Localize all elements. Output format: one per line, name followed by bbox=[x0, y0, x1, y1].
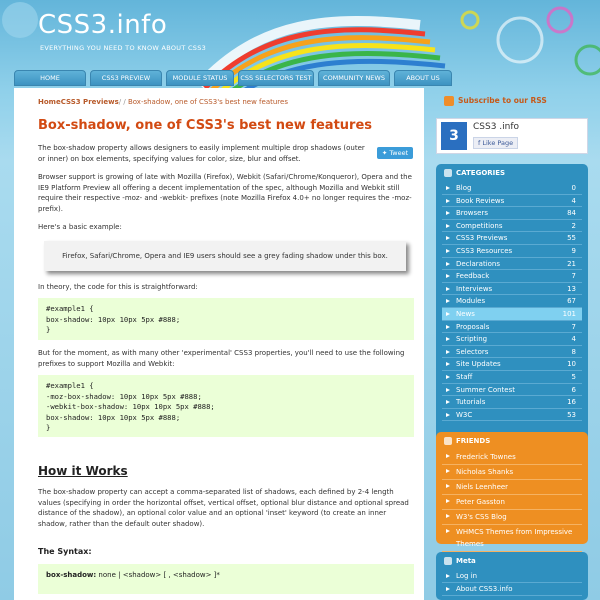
nav-home[interactable]: HOME bbox=[14, 70, 86, 86]
item-label: Browsers bbox=[456, 209, 489, 218]
rss-icon bbox=[444, 96, 454, 106]
item-count: 4 bbox=[571, 196, 576, 205]
article-title: Box-shadow, one of CSS3's best new features bbox=[38, 118, 373, 133]
breadcrumb-section[interactable]: CSS3 Previews bbox=[60, 98, 119, 106]
section-heading-how-it-works: How it Works bbox=[38, 464, 128, 478]
category-item[interactable] bbox=[442, 321, 582, 334]
item-label: Declarations bbox=[456, 259, 501, 268]
main-content bbox=[14, 88, 424, 600]
syntax-block bbox=[38, 564, 414, 594]
facebook-widget bbox=[436, 118, 588, 154]
item-label: CSS3 Previews bbox=[456, 234, 508, 243]
arrow-right-icon bbox=[446, 469, 450, 473]
breadcrumb-separator: / bbox=[123, 98, 126, 106]
syntax-property: box-shadow: bbox=[46, 571, 97, 579]
category-item[interactable] bbox=[442, 346, 582, 359]
item-label: Staff bbox=[456, 372, 473, 381]
arrow-right-icon bbox=[446, 199, 450, 203]
code-block-1: #example1 { box-shadow: 10px 10px 5px #888; } bbox=[38, 298, 414, 340]
friends-box bbox=[436, 432, 588, 548]
arrow-right-icon bbox=[446, 350, 450, 354]
meta-item[interactable] bbox=[442, 570, 582, 583]
item-count: 5 bbox=[571, 372, 576, 381]
arrow-right-icon bbox=[446, 337, 450, 341]
category-item[interactable] bbox=[442, 232, 582, 245]
category-item[interactable] bbox=[442, 245, 582, 258]
friend-item[interactable] bbox=[442, 495, 582, 510]
category-item[interactable] bbox=[442, 371, 582, 384]
twitter-bird-icon: ✦ bbox=[381, 149, 388, 157]
people-icon bbox=[444, 437, 452, 445]
item-count: 16 bbox=[567, 398, 576, 407]
how-it-works-paragraph: The box-shadow property can accept a comma-separated list of shadows, each defined by 2-4 length values (specifying in order the horizontal offset, vertical offset, optional blur distance and optional spread distance of the shadow), an optional color value and an optional 'inset' keyword (to create an inner shadow, rather than the default outer shadow). bbox=[38, 488, 409, 528]
nav-css3-preview[interactable]: CSS3 PREVIEW bbox=[90, 70, 162, 86]
friends-title: FRIENDS bbox=[456, 437, 491, 445]
arrow-right-icon bbox=[446, 499, 450, 503]
item-label: Blog bbox=[456, 184, 472, 192]
category-item[interactable] bbox=[442, 409, 582, 422]
breadcrumb bbox=[38, 98, 288, 106]
prefixes-paragraph: But for the moment, as with many other 'experimental' CSS3 properties, you'll need to use the following prefixes to support Mozilla and Webkit: bbox=[38, 349, 405, 368]
categories-title: CATEGORIES bbox=[456, 169, 506, 177]
breadcrumb-home[interactable]: Home bbox=[38, 98, 61, 106]
arrow-right-icon bbox=[446, 362, 450, 366]
site-tagline: EVERYTHING YOU NEED TO KNOW ABOUT CSS3 bbox=[40, 44, 207, 52]
arrow-right-icon bbox=[446, 211, 450, 215]
item-count: 84 bbox=[567, 209, 576, 218]
code-block-2: #example1 { -moz-box-shadow: 10px 10px 5px #888; -webkit-box-shadow: 10px 10px 5px #888; box-shadow: 10px 10px 5px #888; } bbox=[38, 375, 414, 437]
friend-item[interactable] bbox=[442, 510, 582, 525]
item-label: Tutorials bbox=[456, 398, 486, 407]
arrow-right-icon bbox=[446, 312, 450, 316]
arrow-right-icon bbox=[446, 262, 450, 266]
item-count: 7 bbox=[571, 322, 576, 331]
nav-about-us[interactable]: ABOUT US bbox=[394, 70, 452, 86]
item-label: Interviews bbox=[456, 284, 493, 293]
categories-header bbox=[436, 164, 588, 182]
item-label: WHMCS Themes from Impressive Themes bbox=[456, 528, 573, 548]
sidebar bbox=[432, 88, 592, 600]
category-item[interactable] bbox=[442, 207, 582, 220]
arrow-right-icon bbox=[446, 325, 450, 329]
item-count: 10 bbox=[567, 360, 576, 369]
facebook-like-button[interactable] bbox=[473, 137, 518, 149]
arrow-right-icon bbox=[446, 413, 450, 417]
tweet-button[interactable] bbox=[377, 147, 413, 159]
arrow-right-icon bbox=[446, 375, 450, 379]
category-item[interactable] bbox=[442, 270, 582, 283]
category-item[interactable] bbox=[442, 182, 582, 195]
facebook-like-label: Like Page bbox=[482, 139, 514, 147]
main-nav bbox=[14, 70, 452, 86]
nav-css-selectors-test[interactable]: CSS SELECTORS TEST bbox=[238, 70, 314, 86]
item-label: Proposals bbox=[456, 322, 490, 331]
category-item[interactable] bbox=[442, 333, 582, 346]
rss-label: Subscribe to our RSS bbox=[458, 96, 547, 105]
arrow-right-icon bbox=[446, 299, 450, 303]
arrow-right-icon bbox=[446, 587, 450, 591]
intro-paragraph: The box-shadow property allows designers to easily implement multiple drop shadows (outer or inner) on box elements, specifying values for color, size, blur and offset. bbox=[38, 144, 365, 163]
rss-link[interactable] bbox=[444, 96, 547, 106]
site-logo[interactable]: CSS3.info bbox=[38, 10, 168, 40]
theory-paragraph: In theory, the code for this is straightforward: bbox=[38, 283, 198, 291]
item-label: Frederick Townes bbox=[456, 453, 516, 461]
category-item[interactable] bbox=[442, 195, 582, 208]
arrow-right-icon bbox=[446, 529, 450, 533]
arrow-right-icon bbox=[446, 224, 450, 228]
category-item[interactable] bbox=[442, 220, 582, 233]
gear-icon bbox=[444, 557, 452, 565]
categories-list bbox=[436, 182, 588, 421]
category-item[interactable] bbox=[442, 283, 582, 296]
friend-item[interactable] bbox=[442, 450, 582, 465]
arrow-right-icon bbox=[446, 236, 450, 240]
arrow-right-icon bbox=[446, 484, 450, 488]
syntax-heading: The Syntax: bbox=[38, 547, 92, 556]
arrow-right-icon bbox=[446, 514, 450, 518]
item-label: Competitions bbox=[456, 221, 503, 230]
item-label: News bbox=[456, 309, 475, 318]
arrow-right-icon bbox=[446, 388, 450, 392]
item-count: 4 bbox=[571, 335, 576, 344]
item-count: 0 bbox=[571, 184, 576, 192]
breadcrumb-separator: / bbox=[118, 98, 122, 106]
arrow-right-icon bbox=[446, 400, 450, 404]
category-item[interactable] bbox=[442, 258, 582, 271]
calendar-icon bbox=[444, 169, 452, 177]
arrow-right-icon bbox=[446, 287, 450, 291]
item-label: Book Reviews bbox=[456, 196, 505, 205]
arrow-right-icon bbox=[446, 574, 450, 578]
item-count: 13 bbox=[567, 284, 576, 293]
item-count: 2 bbox=[571, 221, 576, 230]
item-label: W3C bbox=[456, 410, 473, 419]
arrow-right-icon bbox=[446, 274, 450, 278]
item-count: 21 bbox=[567, 259, 576, 268]
meta-box bbox=[436, 552, 588, 600]
item-label: Site Updates bbox=[456, 360, 501, 369]
item-count: 6 bbox=[571, 385, 576, 394]
category-item[interactable] bbox=[442, 384, 582, 397]
category-item[interactable] bbox=[442, 295, 582, 308]
example-shadow-box: Firefox, Safari/Chrome, Opera and IE9 users should see a grey fading shadow under this box. bbox=[44, 241, 406, 271]
arrow-right-icon bbox=[446, 249, 450, 253]
nav-module-status[interactable]: MODULE STATUS bbox=[166, 70, 234, 86]
item-label: Selectors bbox=[456, 347, 489, 356]
friend-item[interactable] bbox=[442, 525, 582, 552]
item-label: Summer Contest bbox=[456, 385, 515, 394]
item-label: Feedback bbox=[456, 272, 490, 281]
item-label: Log in bbox=[456, 572, 478, 580]
friend-item[interactable] bbox=[442, 465, 582, 480]
browser-support-paragraph: Browser support is growing of late with Mozilla (Firefox), Webkit (Safari/Chrome/Konqueror), Opera and the IE9 Platform Preview all offering a decent implementation of the spec, although Mozilla and Webkit still require their respective -moz- and -webkit- prefixes (note Mozilla Firefox 4.0+ no longer requires the -moz- prefix). bbox=[38, 173, 412, 213]
syntax-value: none | <shadow> [ , <shadow> ]* bbox=[96, 571, 220, 579]
item-label: W3's CSS Blog bbox=[456, 513, 507, 521]
item-label: CSS3 Resources bbox=[456, 246, 513, 255]
meta-title: Meta bbox=[456, 557, 476, 565]
item-count: 53 bbox=[567, 410, 576, 419]
item-count: 55 bbox=[567, 234, 576, 243]
facebook-page-name[interactable]: CSS3 .info bbox=[473, 122, 520, 132]
item-label: Scripting bbox=[456, 335, 488, 344]
item-label: Peter Gasston bbox=[456, 498, 505, 506]
arrow-right-icon bbox=[446, 186, 450, 190]
item-label: Nicholas Shanks bbox=[456, 468, 514, 476]
category-item[interactable] bbox=[442, 358, 582, 371]
tweet-label: Tweet bbox=[389, 149, 409, 157]
breadcrumb-current: Box-shadow, one of CSS3's best new features bbox=[127, 98, 288, 106]
item-count: 7 bbox=[571, 272, 576, 281]
friends-list bbox=[436, 450, 588, 552]
item-count: 8 bbox=[571, 347, 576, 356]
meta-item[interactable] bbox=[442, 583, 582, 596]
friend-item[interactable] bbox=[442, 480, 582, 495]
category-item[interactable] bbox=[442, 396, 582, 409]
css3-badge-icon: 3 bbox=[441, 122, 467, 150]
item-count: 67 bbox=[567, 297, 576, 306]
item-count: 9 bbox=[571, 246, 576, 255]
item-label: Modules bbox=[456, 297, 486, 306]
nav-community-news[interactable]: COMMUNITY NEWS bbox=[318, 70, 390, 86]
meta-list bbox=[436, 570, 588, 596]
arrow-right-icon bbox=[446, 454, 450, 458]
facebook-icon: f bbox=[478, 139, 481, 147]
category-item[interactable] bbox=[442, 308, 582, 321]
item-count: 101 bbox=[562, 309, 576, 318]
item-label: About CSS3.info bbox=[456, 585, 513, 593]
basic-example-label: Here's a basic example: bbox=[38, 223, 122, 231]
friends-header bbox=[436, 432, 588, 450]
item-label: Niels Leenheer bbox=[456, 483, 509, 491]
meta-header bbox=[436, 552, 588, 570]
